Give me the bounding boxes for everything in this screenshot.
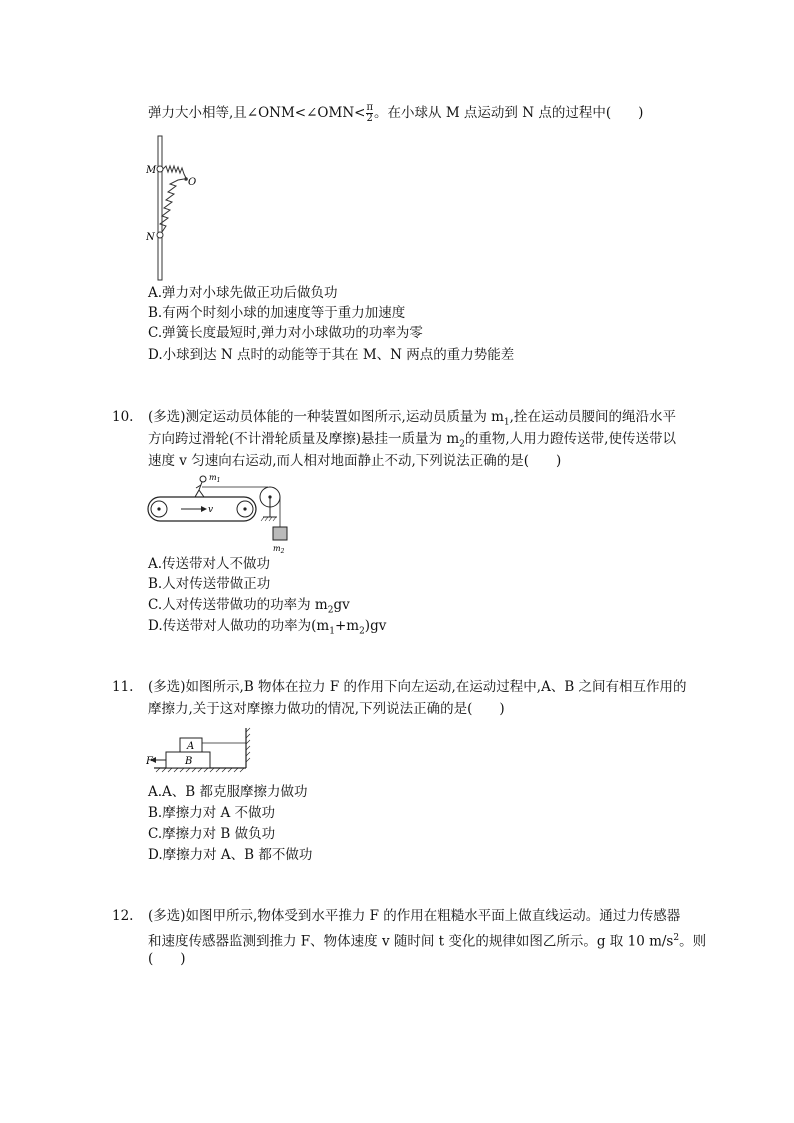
q10-stem-line3: 速度 v 匀速向右运动,而人相对地面静止不动,下列说法正确的是( ) — [148, 453, 562, 469]
q9-option-a: A.弹力对小球先做正功后做负功 — [148, 285, 338, 301]
q11-stem-line1: 11. (多选)如图所示,B 物体在拉力 F 的作用下向左运动,在运动过程中,A、B 之间有相互作用的 — [112, 679, 687, 695]
label-a: A — [187, 741, 195, 752]
q9-option-d: D.小球到达 N 点时的动能等于其在 M、N 两点的重力势能差 — [148, 347, 515, 363]
q11-option-d: D.摩擦力对 A、B 都不做功 — [148, 847, 313, 863]
q9-option-c: C.弹簧长度最短时,弹力对小球做功的功率为零 — [148, 325, 423, 341]
label-v: v — [208, 505, 214, 515]
q10-stem-line2: 方向跨过滑轮(不计滑轮质量及摩擦)悬挂一质量为 $m_2$的重物,人用力蹬传送带,使传送带以 — [148, 431, 676, 450]
q11-blocks-figure — [146, 726, 252, 774]
label-n: N — [146, 232, 155, 243]
label-f: F — [146, 756, 153, 767]
q11-stem-line2: 摩擦力,关于这对摩擦力做功的情况,下列说法正确的是( ) — [148, 701, 505, 717]
label-m2: $m_2$ — [273, 544, 285, 553]
pi-over-2-fraction: $\frac{\pi}{2}$ — [366, 102, 374, 124]
q12-stem-line3: ( ) — [148, 951, 186, 967]
q11-option-b: B.摩擦力对 A 不做功 — [148, 805, 276, 821]
q10-option-c: C.人对传送带做功的功率为 $m_2gv$ — [148, 597, 350, 616]
q10-stem-line1: 10. (多选)测定运动员体能的一种装置如图所示,运动员质量为 $m_1$,拴在运动员腰间的绳沿水平 — [112, 409, 676, 428]
label-b: B — [185, 756, 193, 767]
q9-stem: 弹力大小相等,且∠ONM<∠OMN< $\frac{\pi}{2}$ 。在小球从 M 点运动到 N 点的过程中( ) — [148, 102, 644, 124]
q10-option-a: A.传送带对人不做功 — [148, 556, 271, 572]
q12-stem-line1: 12. (多选)如图甲所示,物体受到水平推力 F 的作用在粗糙水平面上做直线运动。通过力传感器 — [112, 908, 681, 924]
q10-option-b: B.人对传送带做正功 — [148, 576, 271, 592]
q11-option-c: C.摩擦力对 B 做负功 — [148, 826, 276, 842]
q10-conveyor-figure — [146, 473, 296, 553]
q10-option-d: D.传送带对人做功的功率为$(m_1+m_2)gv$ — [148, 618, 387, 637]
label-o: O — [188, 177, 197, 188]
label-m1: $m_1$ — [209, 473, 221, 484]
label-m: M — [146, 165, 157, 176]
q11-option-a: A.A、B 都克服摩擦力做功 — [148, 784, 308, 800]
q9-spring-figure — [146, 134, 216, 282]
q9-option-b: B.有两个时刻小球的加速度等于重力加速度 — [148, 305, 406, 321]
q12-stem-line2: 和速度传感器监测到推力 F、物体速度 v 随时间 t 变化的规律如图乙所示。g 取 10 $m/s^2$。则 — [148, 933, 707, 950]
